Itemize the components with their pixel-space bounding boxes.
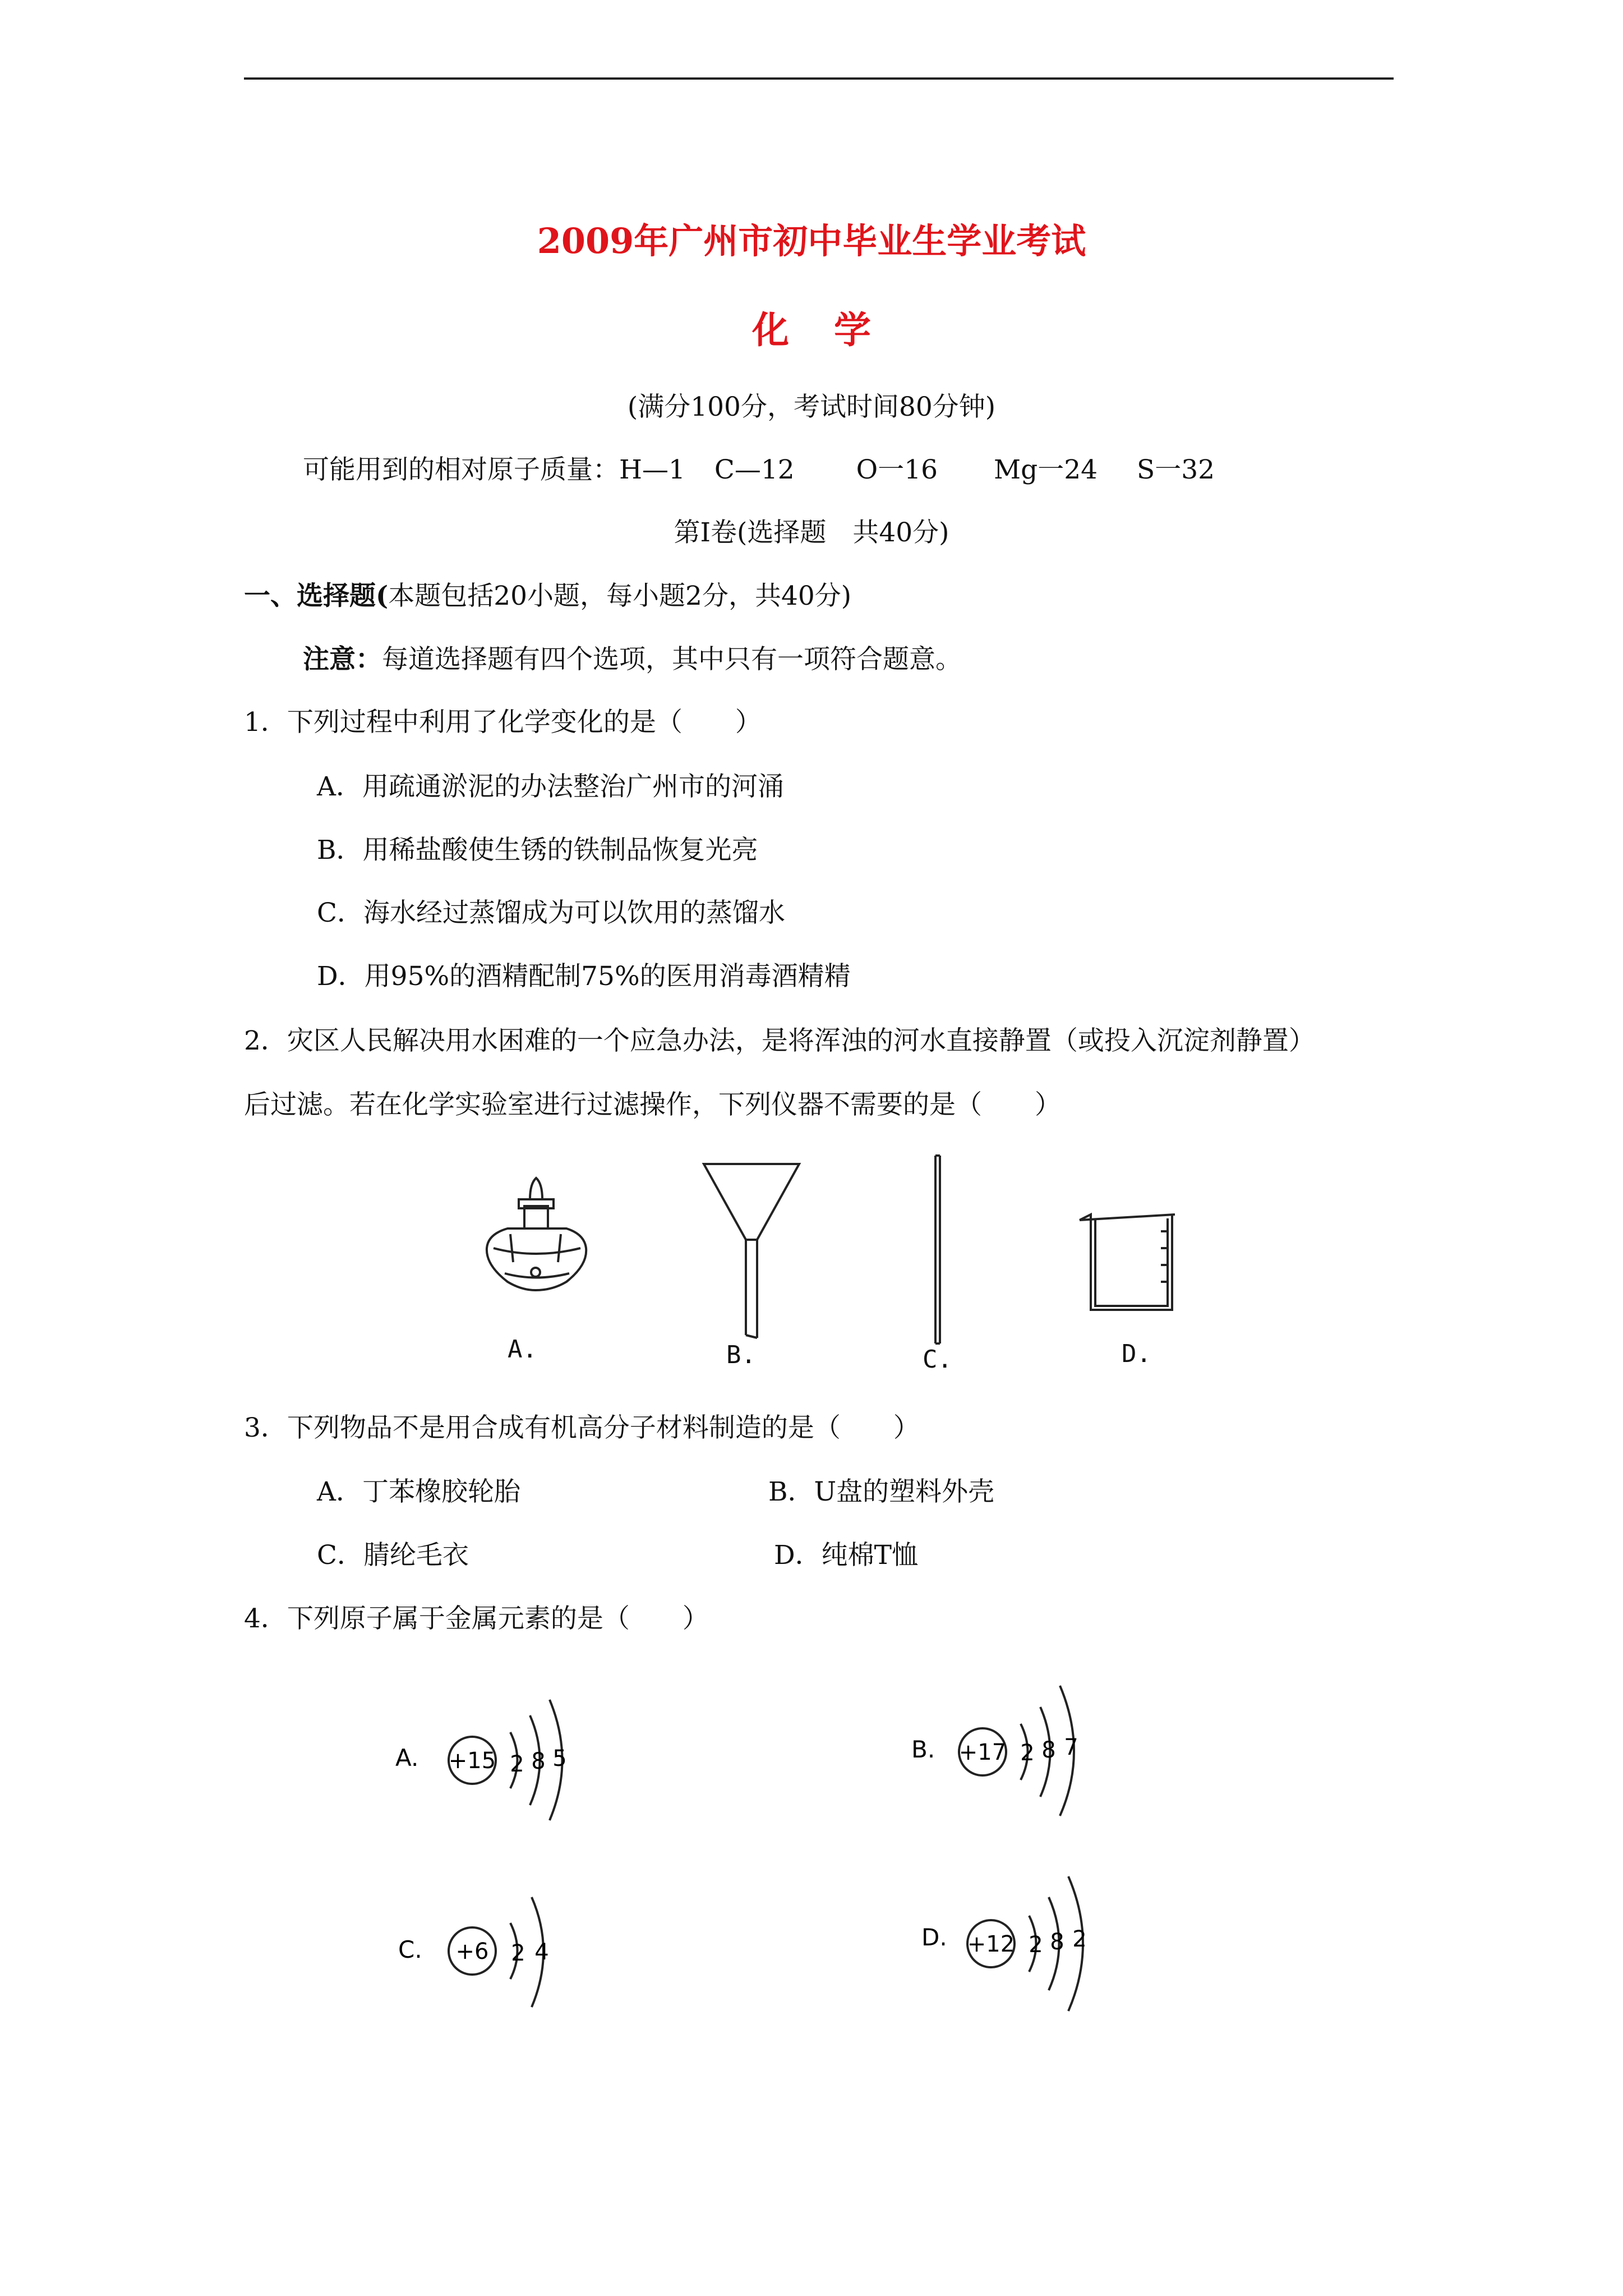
atom-d-shell-1: 2 (1029, 1932, 1043, 1958)
q1-option-d: D．用95%的酒精配制75%的医用消毒酒精精 (317, 961, 851, 992)
atom-c-label: C. (398, 1936, 422, 1963)
atom-a-shell-2: 8 (531, 1749, 546, 1774)
q2-label-c: C. (923, 1345, 952, 1374)
q1-option-b: B．用稀盐酸使生锈的铁制品恢复光亮 (317, 835, 758, 866)
beaker-icon (1080, 1214, 1175, 1310)
glass-rod-icon (935, 1156, 940, 1343)
q4-atom-b (909, 1652, 1110, 1798)
score-info: (满分100分，考试时间80分钟) (627, 392, 996, 422)
q1-option-c: C．海水经过蒸馏成为可以饮用的蒸馏水 (317, 898, 785, 928)
atom-d-shell-2: 8 (1050, 1929, 1064, 1955)
q4-atom-d (917, 1846, 1119, 1997)
q4-atom-a (393, 1660, 594, 1806)
q2-stem-line2: 后过滤。若在化学实验室进行过滤操作，下列仪器不需要的是（ ） (244, 1089, 1061, 1120)
q4-atom-c (393, 1857, 572, 2003)
atom-c-shell-1: 2 (511, 1940, 525, 1966)
exam-title: 2009年广州市初中毕业生学业考试 (537, 220, 1086, 261)
q2-stem-line1: 2．灾区人民解决用水困难的一个应急办法，是将浑浊的河水直接静置（或投入沉淀剂静置） (244, 1025, 1315, 1056)
atom-a-label: A. (395, 1744, 419, 1772)
q4-stem: 4．下列原子属于金属元素的是（ ） (244, 1603, 709, 1634)
note-label: 注意： (303, 644, 382, 675)
atom-a-shell-1: 2 (510, 1751, 524, 1777)
q3-option-d: D．纯棉T恤 (774, 1540, 919, 1571)
atomic-mass-mg: Mg一24 (994, 454, 1098, 485)
atom-a-shell-3: 5 (552, 1746, 567, 1772)
q2-label-d: D. (1122, 1340, 1151, 1368)
subject-title: 化学 (752, 308, 916, 352)
q2-label-b: B. (726, 1341, 756, 1369)
atomic-mass-c: C—12 (714, 454, 795, 485)
section1-heading-bold: 一、选择题( (244, 581, 389, 611)
q3-option-a: A．丁苯橡胶轮胎 (317, 1476, 520, 1507)
atom-b-shell-3: 7 (1064, 1734, 1078, 1760)
atom-a-nucleus-charge: +15 (448, 1748, 496, 1774)
note-text: 每道选择题有四个选项，其中只有一项符合题意。 (382, 644, 962, 675)
atom-d-shell-3: 2 (1072, 1926, 1087, 1952)
q1-option-a: A．用疏通淤泥的办法整治广州市的河涌 (317, 771, 784, 802)
atomic-mass-o: O一16 (856, 454, 938, 485)
atom-d-label: D. (921, 1924, 947, 1951)
volume-heading: 第Ⅰ卷(选择题 共40分) (674, 517, 949, 548)
q3-stem: 3．下列物品不是用合成有机高分子材料制造的是（ ） (244, 1412, 920, 1443)
atom-b-shell-2: 8 (1041, 1737, 1056, 1763)
section1-heading-rest: 本题包括20小题，每小题2分，共40分) (388, 581, 852, 611)
funnel-icon (704, 1164, 799, 1338)
atom-b-nucleus-charge: +17 (958, 1740, 1007, 1765)
atomic-mass-label: 可能用到的相对原子质量： (303, 454, 619, 485)
atom-b-label: B. (911, 1736, 935, 1763)
atom-c-nucleus-charge: +6 (455, 1939, 489, 1964)
atom-d-nucleus-charge: +12 (967, 1931, 1015, 1957)
q2-label-a: A. (508, 1335, 537, 1364)
atomic-mass-s: S一32 (1137, 454, 1215, 485)
q1-stem: 1．下列过程中利用了化学变化的是（ ） (244, 707, 762, 738)
atom-c-shell-2: 4 (534, 1939, 549, 1965)
q3-option-b: B．U盘的塑料外壳 (768, 1476, 995, 1507)
atom-b-shell-1: 2 (1020, 1740, 1035, 1766)
q3-option-c: C．腈纶毛衣 (317, 1540, 469, 1571)
alcohol-lamp-icon (487, 1178, 586, 1290)
atomic-mass-h: H—1 (619, 454, 685, 485)
